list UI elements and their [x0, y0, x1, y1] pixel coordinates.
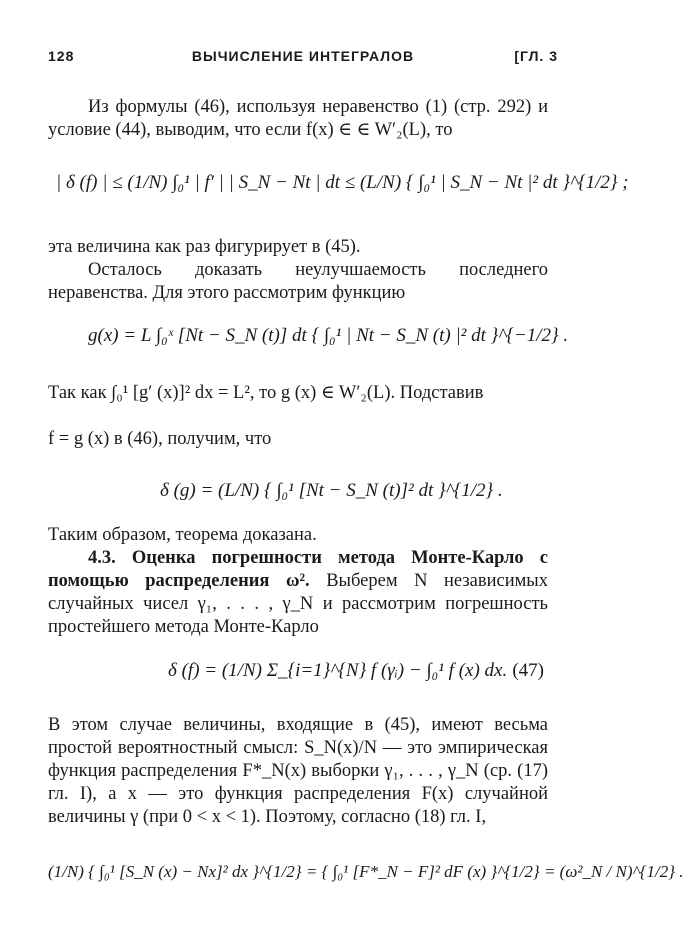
- section-heading: 4.3. Оценка погрешности метода Монте-Карло с помощью распределения ω².: [48, 548, 548, 591]
- equation-2: g(x) = L ∫₀ˣ [Nt − S_N (t)] dt { ∫₀¹ | Nt − S_N (t) |² dt }^{−1/2} .: [88, 325, 569, 346]
- equation-3: δ (g) = (L/N) { ∫₀¹ [Nt − S_N (t)]² dt }^{1/2} .: [160, 480, 503, 501]
- paragraph-8: В этом случае величины, входящие в (45), имеют весьма простой вероятностный смысл: S_N(x)/N — это эмпирическая функция распределения F*_N(x) выборки γ₁, . . . , γ_N (ср. (17) гл. I), а x — это функция распределения F(x) случайной величины γ (при 0 < x < 1). Поэтому, согласно (18) гл. I,: [48, 715, 548, 827]
- paragraph-1: Из формулы (46), используя неравенство (1) (стр. 292) и условие (44), выводим, что если f(x) ∈ ∈ W′₂(L), то: [48, 97, 548, 140]
- running-title: ВЫЧИСЛЕНИЕ ИНТЕГРАЛОВ: [191, 48, 415, 64]
- paragraph-4: Так как ∫₀¹ [g′ (x)]² dx = L², то g (x) ∈ W′₂(L). Подставив: [48, 383, 484, 403]
- page-header: [48, 48, 558, 72]
- equation-5: (1/N) { ∫₀¹ [S_N (x) − Nx]² dx }^{1/2} = { ∫₀¹ [F*_N − F]² dF (x) }^{1/2} = (ω²_N / N)^{1/2} .: [48, 862, 684, 881]
- paragraph-2: эта величина как раз фигурирует в (45).: [48, 237, 361, 257]
- section-4-3: [48, 547, 548, 639]
- paragraph-6: Таким образом, теорема доказана.: [48, 525, 317, 545]
- equation-1: | δ (f) | ≤ (1/N) ∫₀¹ | f′ | | S_N − Nt | dt ≤ (L/N) { ∫₀¹ | S_N − Nt |² dt }^{1/2} ;: [56, 172, 629, 193]
- equation-4: δ (f) = (1/N) Σ_{i=1}^{N} f (γᵢ) − ∫₀¹ f (x) dx.: [168, 660, 508, 681]
- section-text: Выберем N независимых случайных чисел γ₁, . . . , γ_N и рассмотрим погрешность простейшего метода Монте-Карло: [48, 571, 548, 637]
- equation-4-number: (47): [512, 660, 544, 681]
- chapter-label: [ГЛ. 3: [514, 48, 558, 64]
- paragraph-5: f = g (x) в (46), получим, что: [48, 429, 272, 449]
- page-number: 128: [48, 48, 75, 64]
- paragraph-3: Осталось доказать неулучшаемость последнего неравенства. Для этого рассмотрим функцию: [48, 260, 548, 303]
